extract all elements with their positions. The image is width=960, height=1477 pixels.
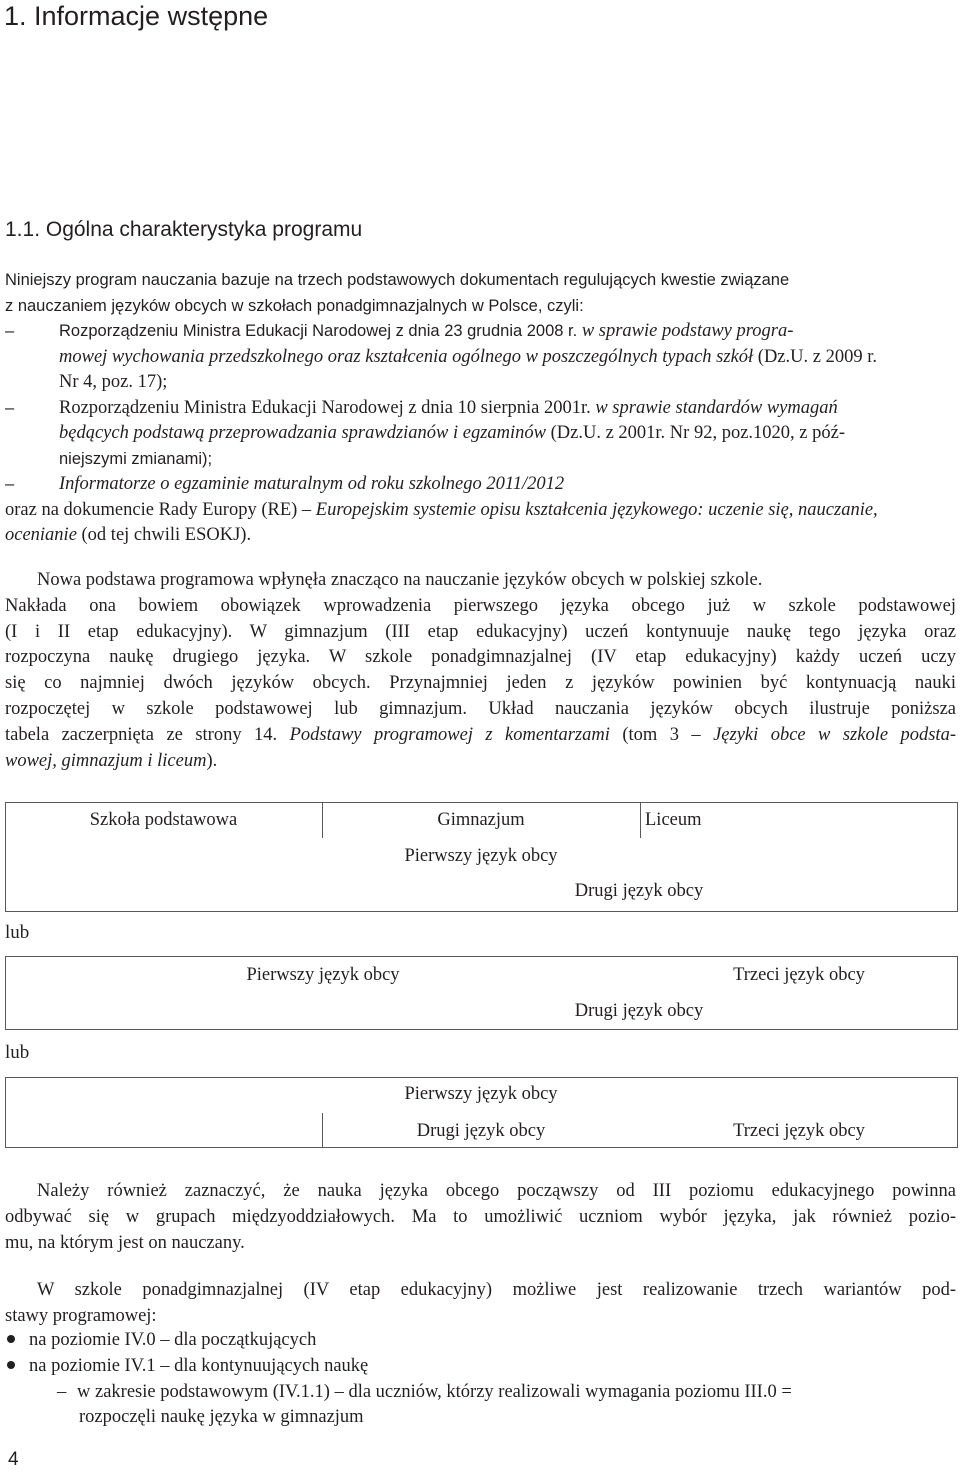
p2-line: (I i II etap edukacyjny). W gimnazjum (III etap edukacyjny) uczeń kontynuuje naukę tego języka oraz — [5, 621, 956, 642]
lub-separator: lub — [5, 922, 30, 943]
header-gymnasium: Gimnazjum — [437, 810, 525, 830]
p2-line — [5, 723, 956, 749]
item2-title-cont: będących podstawą przeprowadzania sprawdzianów i egzaminów — [59, 423, 547, 443]
intro-block — [5, 268, 957, 549]
p2-title: Podstawy programowej z komentarzami — [289, 724, 610, 745]
bullet-icon — [7, 1335, 15, 1343]
bullet-text: na poziomie IV.0 – dla początkujących — [29, 1330, 317, 1350]
list-item-3 — [5, 472, 957, 498]
oraz-text: oraz na dokumencie Rady Europy (RE) – — [5, 499, 312, 520]
item1-title-cont: mowej wychowania przedszkolnego oraz kształcenia ogólnego w poszczególnych typach szkół — [59, 346, 754, 367]
item1-ref: (Dz.U. z 2009 r. — [757, 346, 877, 367]
item3-text: Informatorze o egzaminie maturalnym od roku szkolnego 2011/2012 — [59, 474, 565, 494]
chapter-heading: 1. Informacje wstępne — [4, 1, 269, 31]
p3-line: Należy również zaznaczyć, że nauka języka obcego począwszy od III poziomu edukacyjnego powinna — [37, 1181, 956, 1201]
second-language: Drugi język obcy — [574, 881, 704, 901]
p4-line: stawy programowej: — [5, 1305, 157, 1326]
divider — [640, 802, 641, 838]
third-language: Trzeci język obcy — [733, 965, 865, 985]
item1-text: Rozporządzeniu Ministra Edukacji Narodowej z dnia 23 grudnia 2008 r. — [59, 322, 578, 340]
p3-line: mu, na którym jest on nauczany. — [5, 1232, 245, 1253]
list-item-2 — [5, 396, 957, 422]
p4-line: W szkole ponadgimnazjalnej (IV etap edukacyjny) możliwe jest realizowanie trzech wariantów pod- — [37, 1280, 956, 1300]
list-item — [5, 1328, 960, 1354]
second-language: Drugi język obcy — [574, 1001, 704, 1021]
paragraph-3 — [5, 1179, 956, 1256]
page-number: 4 — [8, 1449, 19, 1470]
item1-ref-cont: Nr 4, poz. 17); — [59, 372, 168, 392]
dash: – — [5, 322, 15, 340]
dash: – — [57, 1381, 67, 1402]
header-primary-school: Szkoła podstawowa — [89, 810, 238, 830]
dash: – — [5, 475, 15, 493]
sub-list-item-cont: rozpoczęli naukę języka w gimnazjum — [79, 1407, 364, 1428]
paragraph-2 — [5, 568, 956, 774]
p2-line: Nowa podstawa programowa wpłynęła znacząco na nauczanie języków obcych w polskiej szkole. — [37, 570, 763, 590]
p2-text: tabela zaczerpnięta ze strony 14. — [5, 724, 278, 745]
p2-text: (tom 3 – — [622, 724, 701, 745]
p2-line: rozpoczyna naukę drugiego języka. W szkole ponadgimnazjalnej (IV etap edukacyjny) każdy uczeń uczy — [5, 647, 956, 668]
item2-text: Rozporządzeniu Ministra Edukacji Narodowej z dnia 10 sierpnia 2001r. — [59, 397, 591, 418]
first-language: Pierwszy język obcy — [246, 965, 400, 985]
first-language: Pierwszy język obcy — [404, 1084, 558, 1104]
esokj-title-cont: ocenianie — [5, 525, 77, 545]
list-item-1 — [5, 319, 957, 345]
variant-list — [5, 1328, 960, 1431]
item2-ref: (Dz.U. z 2001r. Nr 92, poz.1020, z póź- — [550, 423, 845, 443]
p2-title: Języki obce w szkole podsta- — [713, 724, 956, 745]
section-heading: 1.1. Ogólna charakterystyka programu — [5, 218, 363, 241]
esokj-title: Europejskim systemie opisu kształcenia językowego: uczenie się, nauczanie, — [315, 499, 878, 520]
lub-separator: lub — [5, 1042, 30, 1063]
intro-line-2: z nauczaniem języków obcych w szkołach ponadgimnazjalnych w Polsce, czyli: — [5, 296, 584, 315]
item1-title: w sprawie podstawy progra- — [581, 321, 794, 341]
item2-ref-cont: niejszymi zmianami); — [59, 449, 213, 468]
sub-list-item — [5, 1380, 960, 1406]
p2-line — [5, 749, 956, 775]
third-language: Trzeci język obcy — [733, 1121, 865, 1141]
paragraph-4 — [5, 1278, 956, 1330]
second-language: Drugi język obcy — [416, 1121, 546, 1141]
esokj-abbr: (od tej chwili ESOKJ). — [81, 525, 252, 545]
first-language: Pierwszy język obcy — [404, 846, 558, 866]
p2-line: rozpoczętej w szkole podstawowej lub gimnazjum. Układ nauczania języków obcych ilustruje poniższa — [5, 698, 956, 719]
p2-title: wowej, gimnazjum i liceum — [5, 750, 207, 771]
p3-line: odbywać się w grupach międzyoddziałowych. Ma to umożliwić uczniom wybór języka, jak również pozio- — [5, 1206, 956, 1227]
list-item — [5, 1354, 960, 1380]
bullet-text: na poziomie IV.1 – dla kontynuujących naukę — [29, 1355, 369, 1376]
p2-text: ). — [206, 750, 218, 771]
dash: – — [5, 398, 15, 417]
p2-line: Nakłada ona bowiem obowiązek wprowadzenia pierwszego języka obcego już w szkole podstawowej — [5, 595, 956, 616]
subitem-text: w zakresie podstawowym (IV.1.1) – dla uczniów, którzy realizowali wymagania poziomu III.0 = — [77, 1381, 792, 1402]
header-lyceum: Liceum — [645, 810, 702, 830]
p2-line: się co najmniej dwóch języków obcych. Przynajmniej jeden z języków powinien być kontynuacją nauki — [5, 673, 956, 694]
item2-title: w sprawie standardów wymagań — [595, 397, 838, 418]
intro-line-1: Niniejszy program nauczania bazuje na trzech podstawowych dokumentach regulujących kwestie związane — [5, 271, 790, 289]
bullet-icon — [7, 1361, 15, 1369]
